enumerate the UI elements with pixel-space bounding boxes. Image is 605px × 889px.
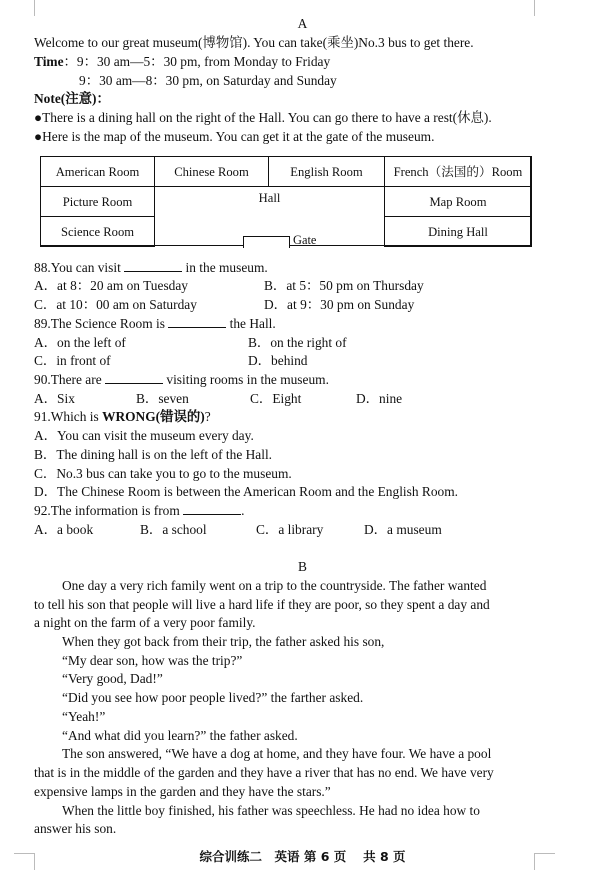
question-88-text: 88.You can visit xyxy=(34,260,121,275)
map-cell-american-room: American Room xyxy=(40,156,155,187)
option-92-d: D．a museum xyxy=(364,522,442,537)
crop-mark-top-left xyxy=(14,0,35,16)
question-92-text-end: . xyxy=(241,503,245,518)
gate-opening xyxy=(243,236,290,248)
story-paragraph-4: “Very good, Dad!” xyxy=(62,671,163,686)
question-91-text: 91.Which is xyxy=(34,409,99,424)
story-paragraph-9-line-2: answer his son. xyxy=(34,821,117,836)
note-item-2: ●Here is the map of the museum. You can get it at the gate of the museum. xyxy=(34,129,435,144)
answer-blank xyxy=(105,371,163,384)
time-line-2: 9：30 am—8：30 pm, on Saturday and Sunday xyxy=(79,73,337,88)
question-88-stem xyxy=(34,259,268,278)
question-92-stem xyxy=(34,502,245,521)
story-paragraph-1-line-3: a night on the farm of a very poor family. xyxy=(34,615,256,630)
question-91-text-end: ? xyxy=(204,409,211,424)
option-88-b: B．at 5：50 pm on Thursday xyxy=(264,278,424,293)
page-footer: 综合训练二 英语 第 6 页 共 8 页 xyxy=(199,849,406,864)
story-paragraph-6: “Yeah!” xyxy=(62,709,106,724)
option-91-d: D．The Chinese Room is between the American Room and the English Room. xyxy=(34,484,458,499)
option-90-a: A．Six xyxy=(34,391,75,406)
story-paragraph-9-line-1: When the little boy finished, his father was speechless. He had no idea how to xyxy=(62,803,480,818)
option-92-a: A．a book xyxy=(34,522,94,537)
option-89-c: C．in front of xyxy=(34,353,111,368)
question-92-text: 92.The information is from xyxy=(34,503,180,518)
answer-blank xyxy=(168,315,226,328)
question-90-text: 90.There are xyxy=(34,372,102,387)
question-91-stem xyxy=(34,408,211,427)
question-90-stem xyxy=(34,371,329,390)
question-91-emphasis: WRONG(错误的) xyxy=(102,409,205,424)
map-cell-map-room: Map Room xyxy=(384,186,532,217)
option-92-b: B．a school xyxy=(140,522,207,537)
section-a-heading: A xyxy=(297,16,308,31)
story-paragraph-3: “My dear son, how was the trip?” xyxy=(62,653,243,668)
question-89-text-end: the Hall. xyxy=(229,316,276,331)
map-cell-dining-hall: Dining Hall xyxy=(384,216,532,247)
question-89-text: 89.The Science Room is xyxy=(34,316,165,331)
story-paragraph-2: When they got back from their trip, the father asked his son, xyxy=(62,634,385,649)
option-91-c: C．No.3 bus can take you to go to the museum. xyxy=(34,466,292,481)
option-91-a: A．You can visit the museum every day. xyxy=(34,428,254,443)
question-90-text-end: visiting rooms in the museum. xyxy=(166,372,329,387)
option-89-a: A．on the left of xyxy=(34,335,126,350)
option-89-b: B．on the right of xyxy=(248,335,347,350)
time-label: Time xyxy=(34,54,64,69)
map-cell-english-room: English Room xyxy=(268,156,385,187)
map-cell-picture-room: Picture Room xyxy=(40,186,155,217)
story-paragraph-1-line-2: to tell his son that people will live a hard life if they are poor, so they spent a day and xyxy=(34,597,490,612)
option-90-b: B．seven xyxy=(136,391,189,406)
museum-map-table xyxy=(40,156,531,246)
note-label: Note(注意)： xyxy=(34,91,110,106)
hall-label: Hall xyxy=(258,191,281,205)
question-89-stem xyxy=(34,315,276,334)
map-cell-french-room: French（法国的）Room xyxy=(384,156,532,187)
map-cell-hall xyxy=(154,186,385,247)
option-89-d: D．behind xyxy=(248,353,308,368)
option-90-c: C．Eight xyxy=(250,391,302,406)
map-cell-chinese-room: Chinese Room xyxy=(154,156,269,187)
note-item-1: ●There is a dining hall on the right of the Hall. You can go there to have a rest(休息). xyxy=(34,110,492,125)
answer-blank xyxy=(124,259,182,272)
story-paragraph-8-line-2: that is in the middle of the garden and they have a river that has no end. We have very xyxy=(34,765,494,780)
answer-blank xyxy=(183,502,241,515)
story-paragraph-1-line-1: One day a very rich family went on a trip to the countryside. The father wanted xyxy=(62,578,487,593)
section-b-heading: B xyxy=(298,559,307,574)
option-92-c: C．a library xyxy=(256,522,324,537)
option-88-d: D．at 9：30 pm on Sunday xyxy=(264,297,415,312)
option-90-d: D．nine xyxy=(356,391,403,406)
story-paragraph-7: “And what did you learn?” the father asked. xyxy=(62,728,298,743)
time-weekday: ：9：30 am—5：30 pm, from Monday to Friday xyxy=(63,54,331,69)
story-paragraph-5: “Did you see how poor people lived?” the farther asked. xyxy=(62,690,364,705)
option-88-a: A．at 8：20 am on Tuesday xyxy=(34,278,188,293)
time-line-1 xyxy=(34,53,330,72)
option-88-c: C．at 10：00 am on Saturday xyxy=(34,297,197,312)
question-88-text-end: in the museum. xyxy=(185,260,268,275)
option-91-b: B．The dining hall is on the left of the Hall. xyxy=(34,447,273,462)
story-paragraph-8-line-3: expensive lamps in the garden and they have the stars.” xyxy=(34,784,331,799)
intro-text: Welcome to our great museum(博物馆). You can take(乘坐)No.3 bus to get there. xyxy=(34,35,474,50)
story-paragraph-8-line-1: The son answered, “We have a dog at home, and they have four. We have a pool xyxy=(62,746,492,761)
map-cell-science-room: Science Room xyxy=(40,216,155,247)
crop-mark-top-right xyxy=(534,0,555,16)
gate-label: Gate xyxy=(293,233,317,247)
